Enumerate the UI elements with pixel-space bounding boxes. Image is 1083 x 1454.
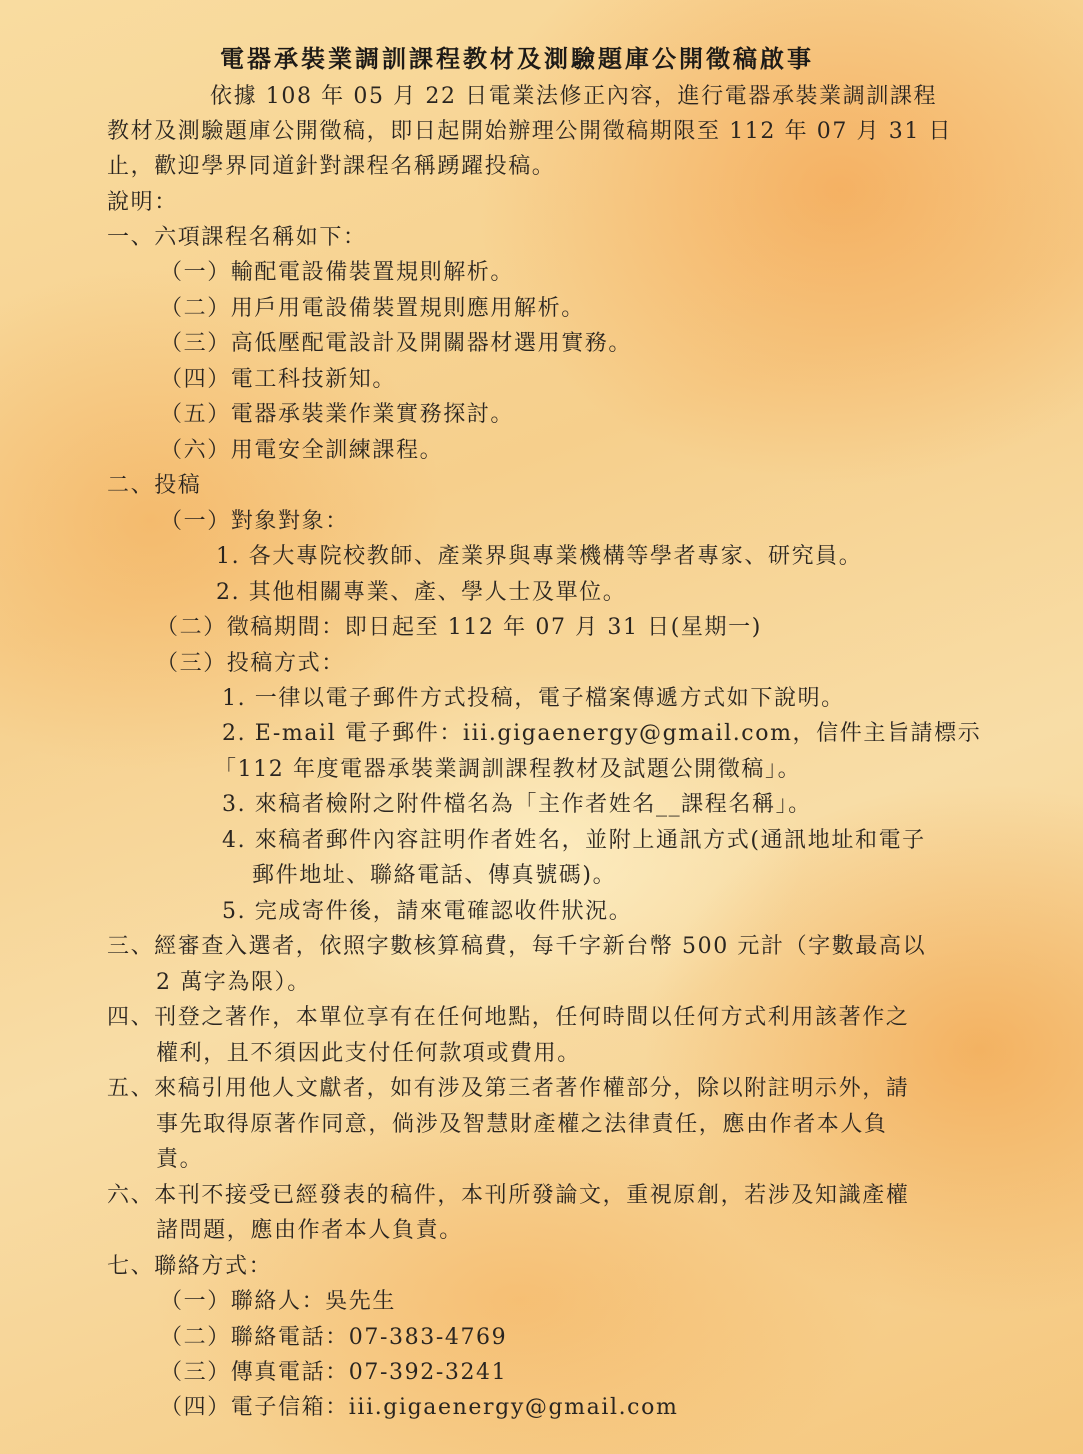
intro-line-3: 止，歡迎學界同道針對課程名稱踴躍投稿。: [107, 154, 556, 179]
course-item: （五）電器承裝業作業實務探討。: [160, 402, 515, 427]
target-heading: （一）對象對象：: [160, 509, 349, 534]
method-line: 4. 來稿者郵件內容註明作者姓名，並附上通訊方式(通訊地址和電子: [222, 828, 926, 853]
section2-heading: 二、投稿: [107, 473, 202, 498]
method-line: 3. 來稿者檢附之附件檔名為「主作者姓名__課程名稱」。: [222, 792, 812, 817]
method-line: 郵件地址、聯絡電話、傳真號碼)。: [252, 863, 617, 888]
course-item: （六）用電安全訓練課程。: [160, 438, 444, 463]
method-line: 「112 年度電器承裝業調訓課程教材及試題公開徵稿」。: [214, 757, 802, 782]
page-title: 電器承裝業調訓課程教材及測驗題庫公開徵稿啟事: [220, 44, 814, 73]
course-item: （三）高低壓配電設計及開關器材選用實務。: [160, 331, 633, 356]
contact-email[interactable]: （四）電子信箱：iii.gigaenergy@gmail.com: [160, 1395, 679, 1420]
course-item: （四）電工科技新知。: [160, 367, 397, 392]
submission-period: （二）徵稿期間：即日起至 112 年 07 月 31 日(星期一): [156, 615, 762, 640]
contact-phone: （二）聯絡電話：07-383-4769: [160, 1325, 508, 1350]
target-item: 2. 其他相關專業、產、學人士及單位。: [216, 580, 627, 605]
method-line: 2. E-mail 電子郵件：iii.gigaenergy@gmail.com，信件主旨請標示: [222, 721, 982, 746]
explain-label: 說明：: [107, 190, 178, 215]
course-item: （二）用戶用電設備裝置規則應用解析。: [160, 296, 585, 321]
contact-fax: （三）傳真電話：07-392-3241: [160, 1360, 508, 1385]
intro-line-2: 教材及測驗題庫公開徵稿，即日起開始辦理公開徵稿期限至 112 年 07 月 31 日: [107, 119, 953, 144]
section3-line-2: 2 萬字為限）。: [156, 970, 311, 995]
intro-line-1: 依據 108 年 05 月 22 日電業法修正內容，進行電器承裝業調訓課程: [210, 84, 938, 109]
method-line: 5. 完成寄件後，請來電確認收件狀況。: [222, 899, 633, 924]
section7-heading: 七、聯絡方式：: [107, 1254, 273, 1279]
course-item: （一）輸配電設備裝置規則解析。: [160, 260, 515, 285]
section1-heading: 一、六項課程名稱如下：: [107, 225, 367, 250]
section5-line-2: 事先取得原著作同意，倘涉及智慧財產權之法律責任，應由作者本人負: [156, 1112, 888, 1137]
method-line: 1. 一律以電子郵件方式投稿，電子檔案傳遞方式如下說明。: [222, 686, 845, 711]
section5-line-1: 五、來稿引用他人文獻者，如有涉及第三者著作權部分，除以附註明示外，請: [107, 1076, 910, 1101]
target-item: 1. 各大專院校教師、產業界與專業機構等學者專家、研究員。: [216, 544, 863, 569]
section6-line-2: 諸問題，應由作者本人負責。: [156, 1218, 463, 1243]
section6-line-1: 六、本刊不接受已經發表的稿件，本刊所發論文，重視原創，若涉及知識產權: [107, 1183, 910, 1208]
method-heading: （三）投稿方式：: [156, 651, 345, 676]
section5-line-3: 責。: [156, 1147, 204, 1172]
contact-person: （一）聯絡人：吳先生: [160, 1289, 397, 1314]
section4-line-1: 四、刊登之著作，本單位享有在任何地點，任何時間以任何方式利用該著作之: [107, 1005, 910, 1030]
section3-line-1: 三、經審查入選者，依照字數核算稿費，每千字新台幣 500 元計（字數最高以: [107, 934, 927, 959]
section4-line-2: 權利，且不須因此支付任何款項或費用。: [156, 1041, 581, 1066]
